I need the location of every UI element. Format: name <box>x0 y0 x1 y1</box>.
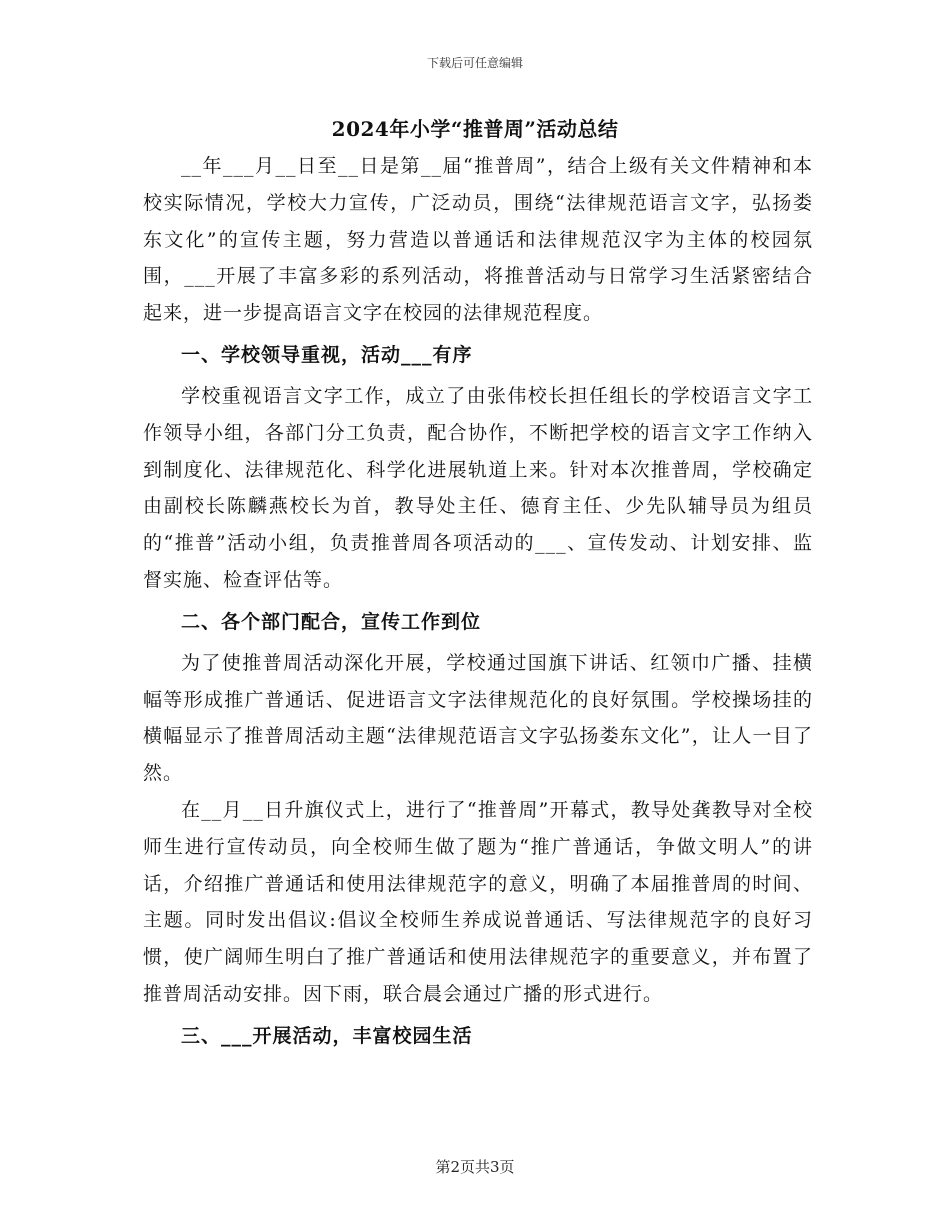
section-2-paragraph-2: 在__月__日升旗仪式上，进行了“推普周”开幕式，教导处龚教导对全校师生进行宣传动员，向全校师生做了题为“推广普通话，争做文明人”的讲话，介绍推广普通话和使用法律规范字的意义，明确了本届推普周的时间、主题。同时发出倡议:倡议全校师生养成说普通话、写法律规范字的良好习惯，使广阔师生明白了推广普通话和使用法律规范字的重要意义，并布置了推普周活动安排。因下雨，联合晨会通过广播的形式进行。 <box>143 798 813 1005</box>
intro-paragraph: __年___月__日至__日是第__届“推普周”，结合上级有关文件精神和本校实际情况，学校大力宣传，广泛动员，围绕“法律规范语言文字，弘扬娄东文化”的宣传主题，努力营造以普通话和法律规范汉字为主体的校园氛围，___开展了丰富多彩的系列活动，将推普活动与日常学习生活紧密结合起来，进一步提高语言文字在校园的法律规范程度。 <box>143 155 813 325</box>
section-heading-2: 二、各个部门配合，宣传工作到位 <box>181 610 482 633</box>
document-title: 2024年小学“推普周”活动总结 <box>331 117 619 141</box>
header-note: 下载后可任意编辑 <box>426 56 523 70</box>
section-2-paragraph-1: 为了使推普周活动深化开展，学校通过国旗下讲话、红领巾广播、挂横幅等形成推广普通话、促进语言文字法律规范化的良好氛围。学校操场挂的横幅显示了推普周活动主题“法律规范语言文字弘扬娄东文化”，让人一目了然。 <box>143 651 813 785</box>
page-number: 第2页共3页 <box>435 1158 515 1176</box>
document-body <box>143 148 813 1059</box>
section-1-paragraph-1: 学校重视语言文字工作，成立了由张伟校长担任组长的学校语言文字工作领导小组，各部门分工负责，配合协作，不断把学校的语言文字工作纳入到制度化、法律规范化、科学化进展轨道上来。针对本次推普周，学校确定由副校长陈麟燕校长为首，教导处主任、德育主任、少先队辅导员为组员的“推普”活动小组，负责推普周各项活动的___、宣传发动、计划安排、监督实施、检查评估等。 <box>143 384 813 591</box>
section-heading-3: 三、___开展活动，丰富校园生活 <box>181 1024 473 1047</box>
section-heading-1: 一、学校领导重视，活动___有序 <box>181 343 473 366</box>
